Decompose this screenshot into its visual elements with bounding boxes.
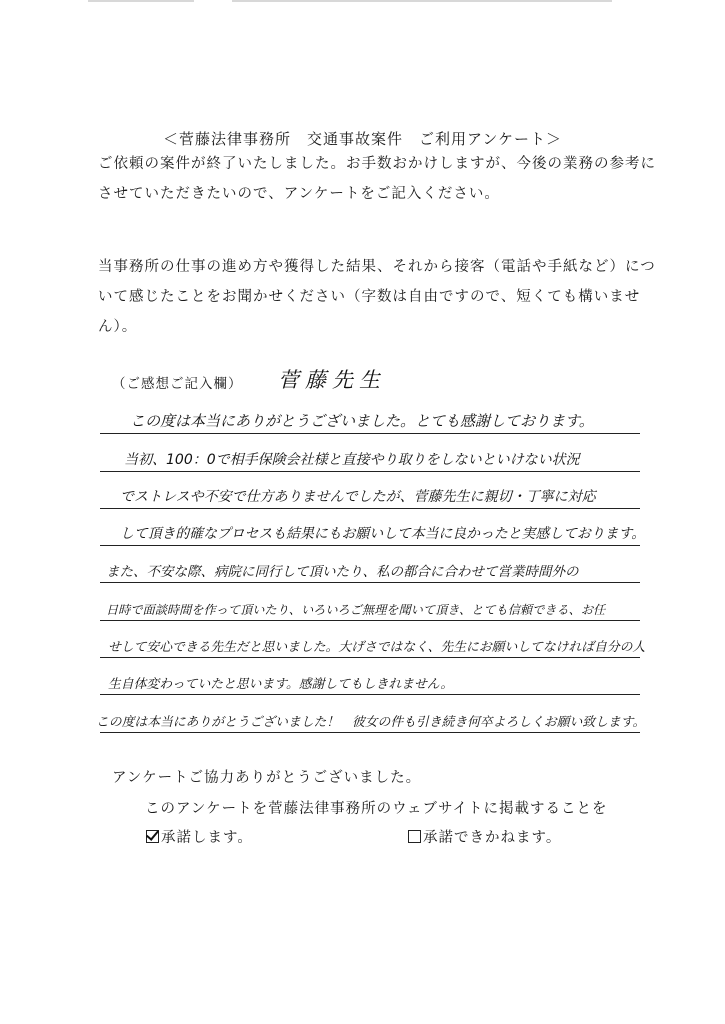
scan-edge-top-right	[232, 0, 612, 2]
handwritten-line	[100, 658, 640, 695]
consent-decline-label: 承諾できかねます。	[423, 830, 562, 846]
consent-question: このアンケートを菅藤法律事務所のウェブサイトに掲載することを	[145, 801, 608, 817]
handwritten-text: この度は本当にありがとうございました！ 彼女の件も引き続き何卒よろしくお願い致します。	[96, 714, 646, 730]
handwritten-line	[100, 621, 646, 658]
survey-question: 当事務所の仕事の進め方や獲得した結果、それから接客（電話や手紙など）について感じたことをお聞かせください（字数は自由ですので、短くても構いません）。	[98, 259, 656, 335]
closing-thanks: アンケートご協力ありがとうございました。	[112, 770, 422, 786]
handwritten-text: 生自体変わっていたと思います。感謝してもしきれません。	[108, 677, 454, 693]
handwritten-text: 当初、100：0で相手保険会社様と直接やり取りをしないといけない状況	[124, 451, 580, 468]
handwritten-line	[100, 434, 640, 471]
handwritten-addressee: 菅藤先生	[278, 368, 386, 392]
checkbox-empty-icon[interactable]	[408, 830, 421, 843]
checkbox-checked-icon[interactable]	[146, 830, 159, 843]
scan-edge-top-left	[88, 0, 194, 2]
handwritten-line	[100, 583, 640, 620]
consent-agree-option[interactable]	[146, 826, 253, 847]
handwritten-text: して頂き的確なプロセスも結果にもお願いして本当に良かったと実感しております。	[120, 526, 646, 543]
survey-intro: ご依頼の案件が終了いたしました。お手数おかけしますが、今後の業務の参考にさせていただきたいので、アンケートをご記入ください。	[98, 156, 656, 202]
survey-title: ＜菅藤法律事務所 交通事故案件 ご利用アンケート＞	[162, 130, 563, 148]
consent-agree-label: 承諾します。	[161, 830, 253, 846]
handwritten-text: でストレスや不安で仕方ありませんでしたが、菅藤先生に親切・丁寧に対応	[120, 488, 596, 505]
handwritten-text: 日時で面談時間を作って頂いたり、いろいろご無理を聞いて頂き、とても信頼できる、お任	[106, 602, 606, 617]
consent-decline-option[interactable]	[408, 826, 561, 847]
handwritten-line	[100, 509, 646, 546]
handwritten-line	[96, 695, 646, 732]
comment-label: （ご感想ご記入欄）	[112, 376, 243, 392]
handwritten-text: この度は本当にありがとうございました。とても感謝しております。	[130, 412, 594, 431]
handwritten-text: せして安心できる先生だと思いました。大げさではなく、先生にお願いしてなければ自分の人	[108, 640, 646, 656]
handwritten-line	[100, 397, 640, 434]
handwritten-line	[100, 546, 640, 583]
handwritten-text: また、不安な際、病院に同行して頂いたり、私の都合に合わせて営業時間外の	[106, 564, 579, 581]
handwritten-comment-area	[96, 397, 646, 733]
handwritten-line	[100, 472, 640, 509]
